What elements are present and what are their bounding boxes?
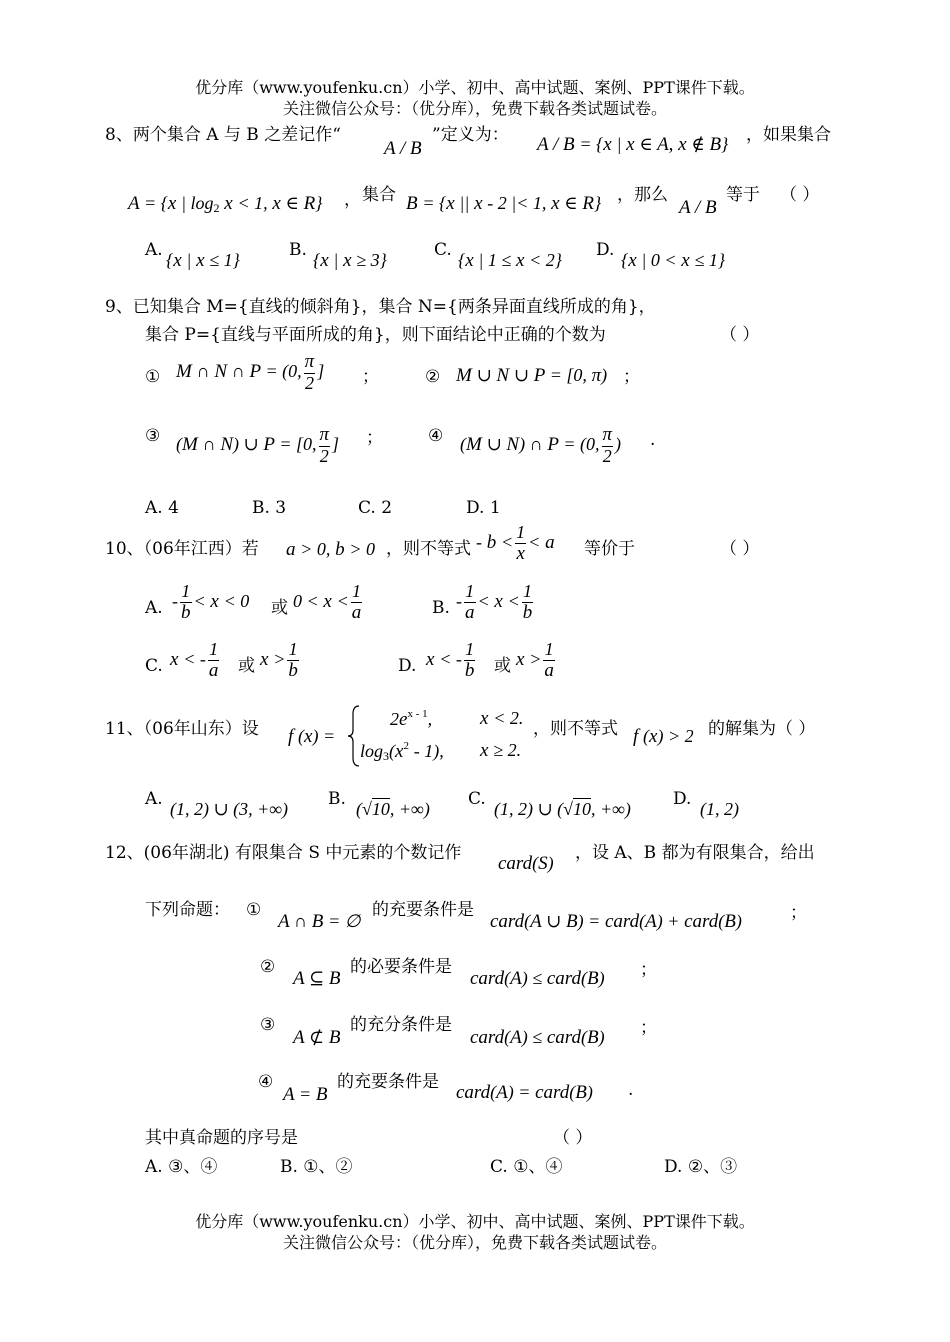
q11-option-a-formula: (1, 2) ∪ (3, +∞) — [170, 799, 289, 819]
q11-option-c-label: C. — [468, 789, 486, 809]
q9-item-2-semi: ； — [623, 367, 640, 387]
q12-answer-paren: （ ） — [553, 1128, 593, 1148]
q8-option-a-formula: {x | x ≤ 1} — [166, 250, 240, 271]
q12-prop-1-semi: ； — [790, 903, 807, 923]
q10-option-a-or: 或 — [271, 598, 288, 618]
q8-text-b: ”定义为： — [432, 125, 509, 145]
q10-option-d-or: 或 — [494, 656, 511, 676]
q10-text-b: ，则不等式 — [386, 539, 471, 559]
q10-option-a-label: A. — [145, 598, 163, 618]
q10-text-a: 10、（06年江西）若 — [105, 539, 259, 559]
q12-option-d: D. ②、③ — [664, 1157, 738, 1177]
q10-option-d-formula-1: x < - $\frac{1}{b}$ — [426, 639, 475, 681]
q11-piece-1: $2e^{x - 1}$, — [390, 708, 433, 730]
footer-line-2: 关注微信公众号：（优分库），免费下载各类试题试卷。 — [282, 1233, 667, 1252]
q8-set-a-formula: A = {x | $\log_2 x < 1$, x ∈ R} — [128, 193, 323, 215]
q8-text-a: 8、两个集合 A 与 B 之差记作“ — [105, 125, 341, 145]
q12-text-a: 12、(06年湖北) 有限集合 S 中元素的个数记作 — [105, 843, 462, 863]
q8-set-b-formula: B = {x || x - 2 |< 1, x ∈ R} — [406, 193, 602, 214]
q9-item-4-formula: (M ∪ N) ∩ P = (0, $\frac{\pi}{2}$ ) — [460, 424, 622, 466]
q12-prop-4-dot: . — [628, 1080, 634, 1100]
q11-function-name: f (x) = — [288, 726, 336, 747]
q12-option-a: A. ③、④ — [145, 1157, 218, 1177]
q11-option-b-formula: (√10, +∞) — [356, 799, 430, 819]
q11-piece-2: $\log_3(x^2 - 1)$, — [360, 740, 444, 763]
q9-item-2-formula: M ∪ N ∪ P = [0, π) — [456, 365, 608, 386]
q10-option-d-formula-2: x > $\frac{1}{a}$ — [516, 639, 554, 681]
q10-option-b-label: B. — [432, 598, 450, 618]
q9-item-2-marker: ② — [425, 367, 441, 387]
q10-option-a-formula-1: - $\frac{1}{b}$ < x < 0 — [172, 581, 250, 623]
q9-item-3-semi: ； — [366, 428, 383, 448]
q8-option-d-label: D. — [596, 240, 615, 260]
q12-prop-2-text: 的必要条件是 — [350, 957, 452, 977]
q8-ab-formula-2: A / B — [679, 197, 717, 218]
q10-option-c-label: C. — [145, 656, 163, 676]
q8-option-d-formula: {x | 0 < x ≤ 1} — [621, 250, 726, 271]
q10-option-b-formula: - $\frac{1}{a}$ < x < $\frac{1}{b}$ — [456, 581, 533, 623]
q8-answer-paren: （ ） — [780, 185, 820, 205]
q10-option-c-formula-2: x > $\frac{1}{b}$ — [260, 639, 298, 681]
header-line-2: 关注微信公众号：（优分库），免费下载各类试题试卷。 — [282, 99, 667, 118]
q12-prop-1-text: 的充要条件是 — [372, 900, 474, 920]
q10-text-c: 等价于 — [584, 539, 635, 559]
q12-prop-2-semi: ； — [640, 960, 657, 980]
q9-item-1-semi: ； — [362, 367, 379, 387]
q9-option-d: D. 1 — [466, 498, 501, 518]
q8-comma: ， — [344, 190, 361, 210]
q9-option-a: A. 4 — [145, 498, 179, 518]
q8-text-f: ，那么 — [617, 185, 668, 205]
footer-line-1: 优分库（www.youfenku.cn）小学、初中、高中试题、案例、PPT课件下载。 — [195, 1212, 755, 1231]
q12-prop-2-marker: ② — [260, 957, 276, 977]
q12-option-c: C. ①、④ — [490, 1157, 563, 1177]
q12-prop-3-premise: A ⊄ B — [293, 1027, 341, 1048]
q8-definition-formula: A / B = {x | x ∈ A, x ∉ B} — [537, 134, 729, 155]
q11-piece-2-domain: x ≥ 2. — [480, 740, 522, 761]
q12-line-2: 下列命题： — [145, 900, 230, 920]
q10-option-c-or: 或 — [238, 656, 255, 676]
q9-item-3-marker: ③ — [145, 426, 161, 446]
q9-item-1-formula: M ∩ N ∩ P = (0, $\frac{\pi}{2}$ ] — [176, 351, 325, 393]
q12-prop-2-premise: A ⊆ B — [293, 968, 341, 989]
q11-option-a-label: A. — [145, 789, 163, 809]
q12-prop-3-text: 的充分条件是 — [350, 1015, 452, 1035]
q12-prop-4-formula: card(A) = card(B) — [456, 1082, 593, 1103]
q8-text-c: ，如果集合 — [746, 125, 831, 145]
q9-answer-paren: （ ） — [720, 325, 760, 345]
q10-option-c-formula-1: x < - $\frac{1}{a}$ — [170, 639, 219, 681]
q12-prop-4-marker: ④ — [258, 1072, 274, 1092]
q12-prop-2-formula: card(A) ≤ card(B) — [470, 968, 605, 989]
q9-item-1-marker: ① — [145, 367, 161, 387]
q11-option-b-label: B. — [328, 789, 346, 809]
q11-text-c: 的解集为（ ） — [708, 719, 816, 739]
q9-item-4-marker: ④ — [428, 426, 444, 446]
q12-prop-1-marker: ① — [246, 900, 262, 920]
q8-option-c-formula: {x | 1 ≤ x < 2} — [458, 250, 563, 271]
q8-option-b-label: B. — [289, 240, 307, 260]
q9-item-4-dot: . — [650, 430, 656, 450]
q12-text-b: ，设 A、B 都为有限集合，给出 — [575, 843, 815, 863]
q10-answer-paren: （ ） — [720, 539, 760, 559]
q10-option-d-label: D. — [398, 656, 417, 676]
q9-option-b: B. 3 — [252, 498, 287, 518]
q10-condition-formula: a > 0, b > 0 — [286, 539, 376, 560]
header-line-1: 优分库（www.youfenku.cn）小学、初中、高中试题、案例、PPT课件下载。 — [195, 78, 755, 97]
q9-line-2: 集合 P={直线与平面所成的角}，则下面结论中正确的个数为 — [145, 325, 606, 345]
q9-item-3-formula: (M ∩ N) ∪ P = [0, $\frac{\pi}{2}$ ] — [176, 424, 340, 466]
q11-piece-1-domain: x < 2. — [480, 708, 524, 729]
q10-option-a-formula-2: 0 < x < $\frac{1}{a}$ — [293, 581, 362, 623]
q11-option-c-formula: (1, 2) ∪ (√10, +∞) — [494, 799, 631, 819]
q11-option-d-formula: (1, 2) — [700, 799, 739, 819]
q9-option-c: C. 2 — [358, 498, 393, 518]
q12-option-b: B. ①、② — [280, 1157, 353, 1177]
q8-option-c-label: C. — [434, 240, 452, 260]
q9-line-1: 9、已知集合 M={直线的倾斜角}，集合 N={两条异面直线所成的角}， — [105, 297, 656, 317]
q11-text-b: ，则不等式 — [533, 719, 618, 739]
q8-option-a-label: A. — [145, 240, 163, 260]
q8-text-e: 集合 — [362, 185, 396, 205]
q12-ask: 其中真命题的序号是 — [145, 1128, 298, 1148]
q8-option-b-formula: {x | x ≥ 3} — [313, 250, 387, 271]
q11-option-d-label: D. — [673, 789, 692, 809]
q10-inequality-formula: - b < $\frac{1}{x}$ < a — [476, 522, 555, 564]
q12-prop-4-premise: A = B — [283, 1084, 328, 1105]
q12-prop-1-premise: A ∩ B = ∅ — [278, 911, 361, 932]
q12-prop-3-semi: ； — [640, 1018, 657, 1038]
q12-prop-3-formula: card(A) ≤ card(B) — [470, 1027, 605, 1048]
q11-text-a: 11、（06年山东）设 — [105, 719, 259, 739]
q12-prop-1-formula: card(A ∪ B) = card(A) + card(B) — [490, 911, 742, 932]
q12-prop-3-marker: ③ — [260, 1015, 276, 1035]
q11-piecewise-brace — [347, 704, 361, 768]
q8-text-g: 等于 — [726, 185, 760, 205]
q12-prop-4-text: 的充要条件是 — [337, 1072, 439, 1092]
q11-inequality-formula: f (x) > 2 — [633, 726, 694, 747]
q12-card-s: card(S) — [498, 853, 554, 874]
q8-formula-ab: A / B — [384, 138, 422, 159]
